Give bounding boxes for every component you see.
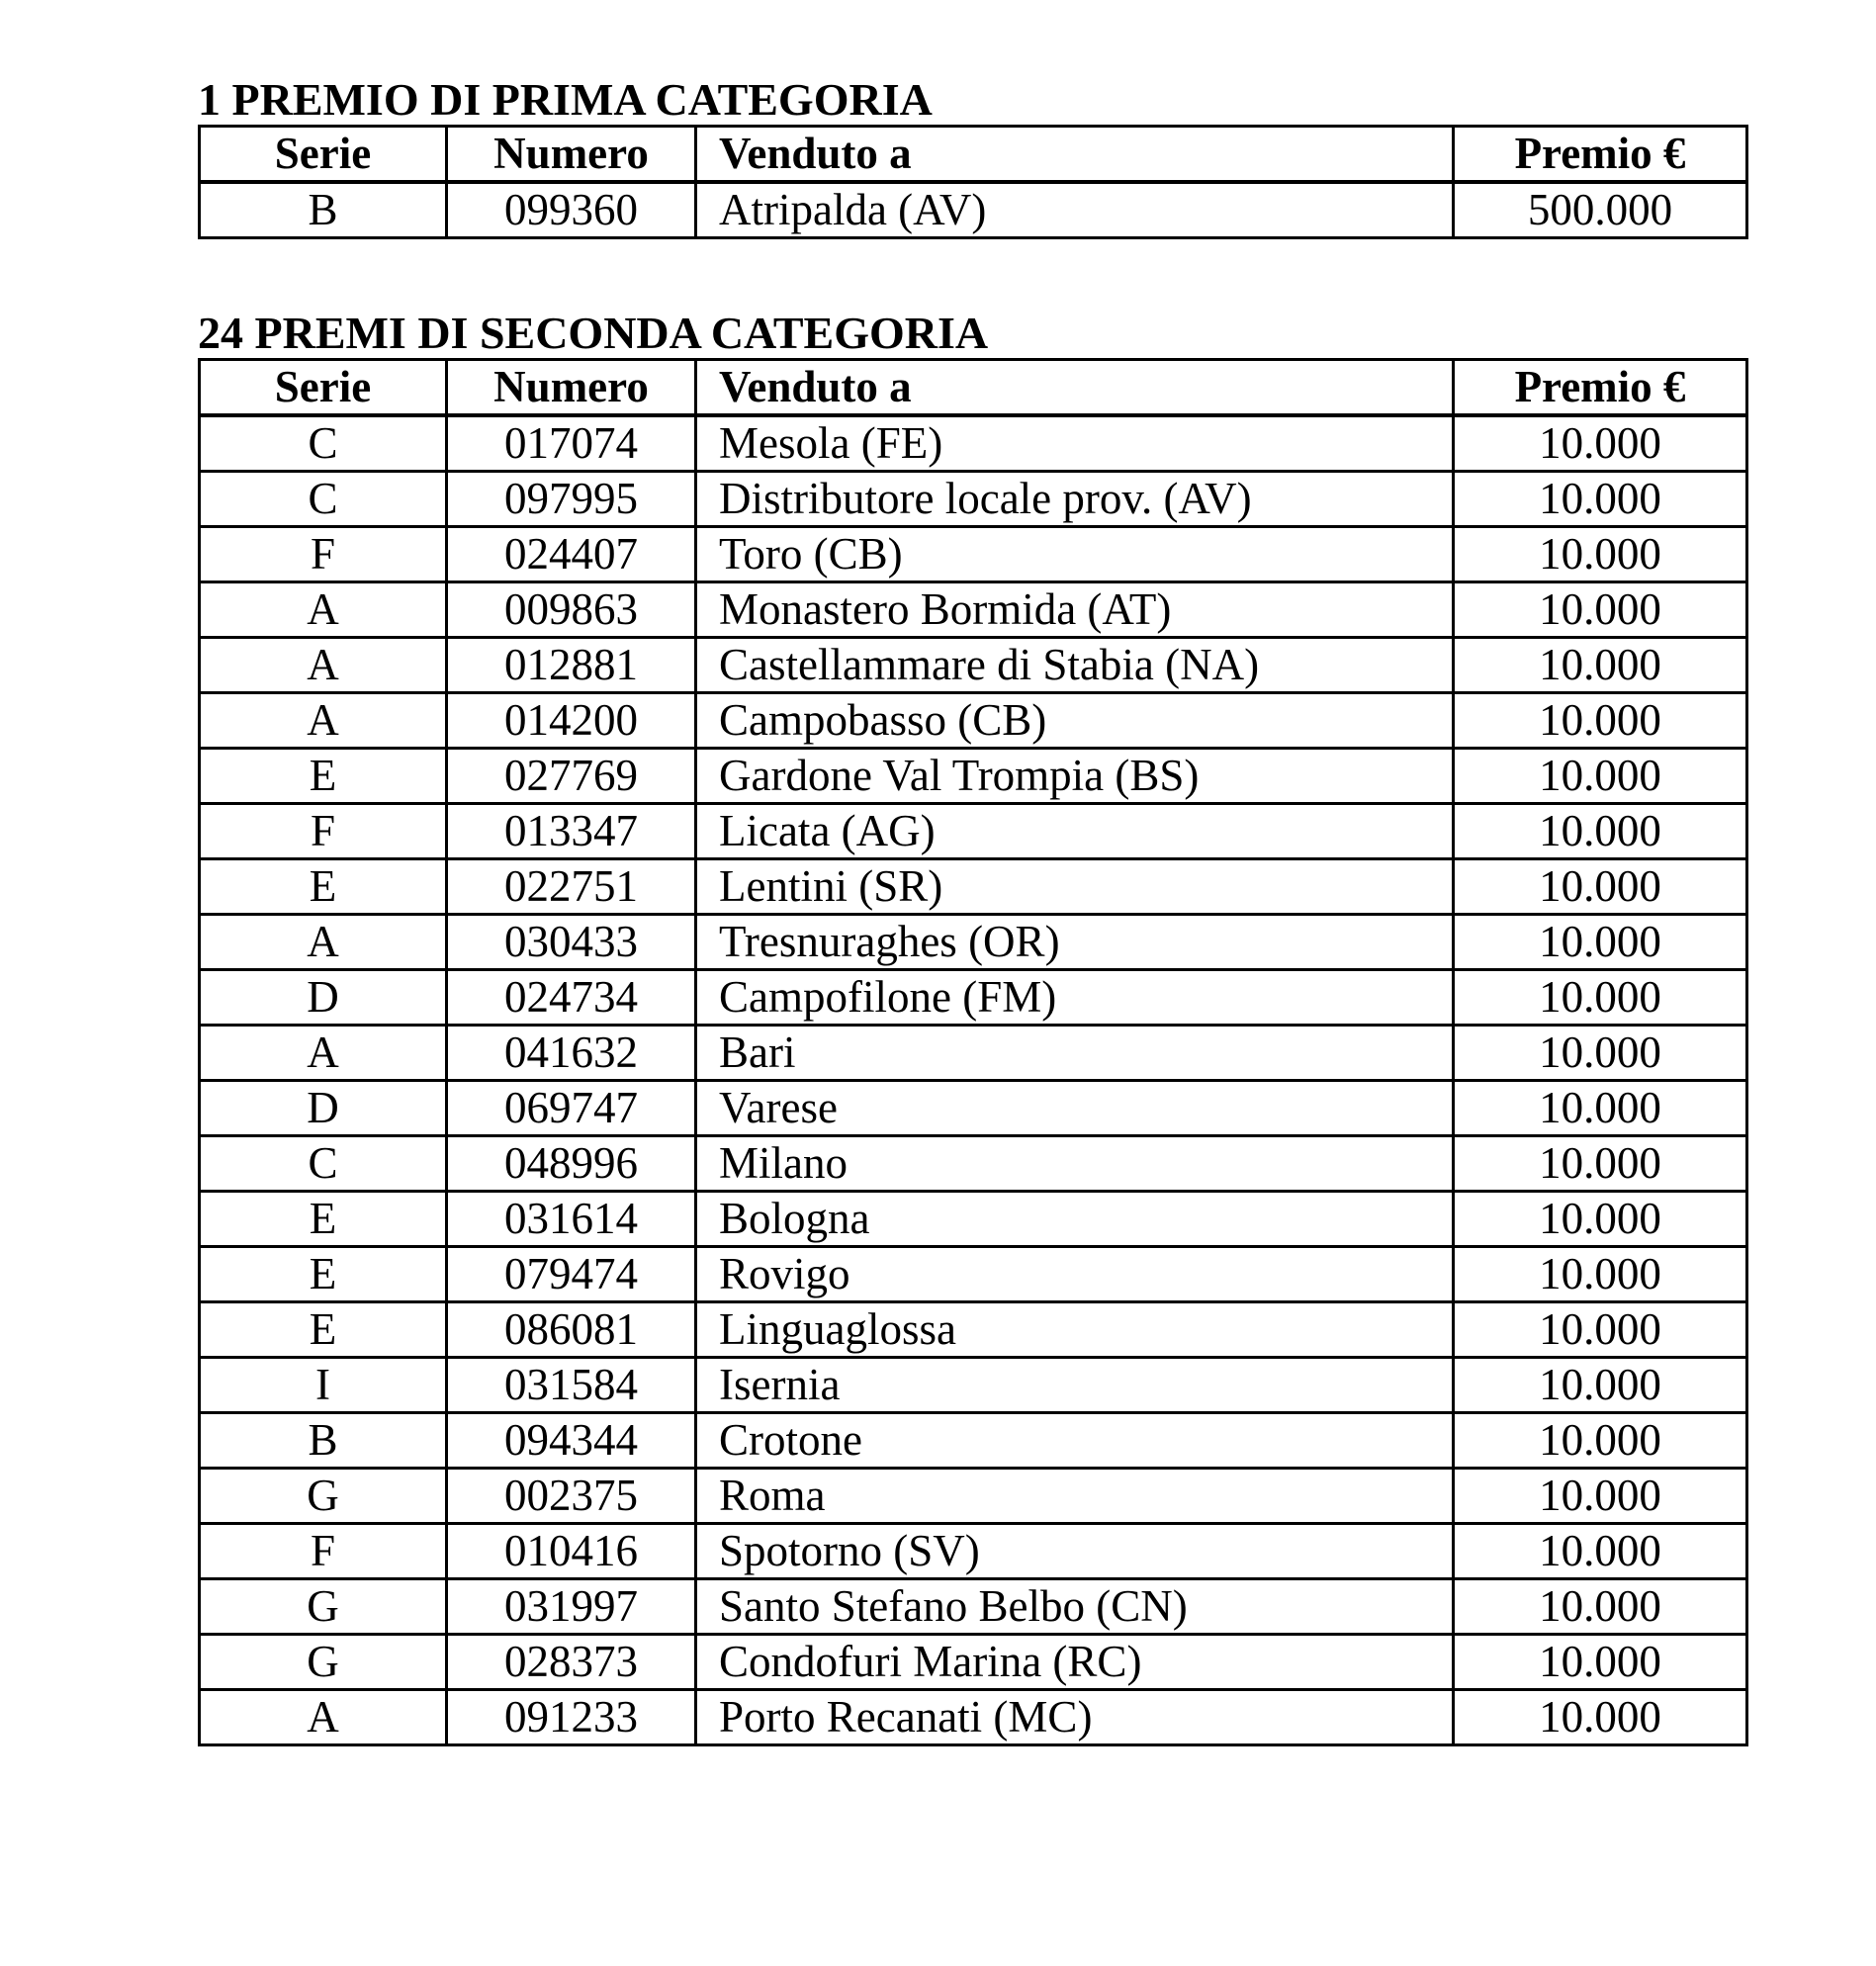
header-serie: Serie [200, 360, 447, 416]
cell-venduto: Bari [696, 1026, 1454, 1081]
cell-venduto: Campofilone (FM) [696, 970, 1454, 1026]
cell-numero: 028373 [447, 1635, 696, 1690]
table-row [200, 582, 1747, 638]
cell-premio: 10.000 [1454, 915, 1747, 970]
cell-venduto: Tresnuraghes (OR) [696, 915, 1454, 970]
cell-venduto: Monastero Bormida (AT) [696, 582, 1454, 638]
cell-venduto: Santo Stefano Belbo (CN) [696, 1579, 1454, 1635]
header-numero: Numero [447, 360, 696, 416]
cell-venduto: Toro (CB) [696, 527, 1454, 582]
prize-table-prima-categoria [198, 125, 1748, 239]
table-row [200, 1413, 1747, 1469]
cell-premio: 10.000 [1454, 1081, 1747, 1136]
cell-premio: 10.000 [1454, 1358, 1747, 1413]
cell-premio: 10.000 [1454, 1690, 1747, 1745]
cell-serie: F [200, 804, 447, 859]
cell-serie: A [200, 693, 447, 749]
cell-serie: E [200, 859, 447, 915]
cell-premio: 10.000 [1454, 749, 1747, 804]
cell-serie: A [200, 582, 447, 638]
cell-premio: 10.000 [1454, 1524, 1747, 1579]
cell-venduto: Campobasso (CB) [696, 693, 1454, 749]
cell-venduto: Rovigo [696, 1247, 1454, 1302]
cell-numero: 069747 [447, 1081, 696, 1136]
table-body [200, 182, 1747, 238]
cell-serie: A [200, 915, 447, 970]
cell-venduto: Distributore locale prov. (AV) [696, 472, 1454, 527]
table-row [200, 804, 1747, 859]
cell-venduto: Isernia [696, 1358, 1454, 1413]
table-row [200, 182, 1747, 238]
cell-serie: E [200, 1247, 447, 1302]
table-row [200, 1136, 1747, 1192]
cell-venduto: Bologna [696, 1192, 1454, 1247]
cell-serie: D [200, 1081, 447, 1136]
cell-venduto: Castellammare di Stabia (NA) [696, 638, 1454, 693]
header-numero: Numero [447, 127, 696, 183]
cell-venduto: Linguaglossa [696, 1302, 1454, 1358]
cell-venduto: Roma [696, 1469, 1454, 1524]
cell-numero: 024734 [447, 970, 696, 1026]
header-venduto: Venduto a [696, 127, 1454, 183]
cell-venduto: Spotorno (SV) [696, 1524, 1454, 1579]
table-header-row [200, 127, 1747, 183]
cell-numero: 002375 [447, 1469, 696, 1524]
cell-premio: 10.000 [1454, 1302, 1747, 1358]
section-title-prima-categoria: 1 PREMIO DI PRIMA CATEGORIA [198, 74, 933, 125]
cell-venduto: Condofuri Marina (RC) [696, 1635, 1454, 1690]
cell-numero: 014200 [447, 693, 696, 749]
prize-table-seconda-categoria [198, 358, 1748, 1746]
header-premio: Premio € [1454, 360, 1747, 416]
cell-premio: 10.000 [1454, 1136, 1747, 1192]
table-row [200, 415, 1747, 472]
header-premio: Premio € [1454, 127, 1747, 183]
section-title-seconda-categoria: 24 PREMI DI SECONDA CATEGORIA [198, 308, 989, 358]
table-row [200, 1690, 1747, 1745]
table-body [200, 415, 1747, 1745]
table-row [200, 1579, 1747, 1635]
table-row [200, 1469, 1747, 1524]
cell-serie: C [200, 472, 447, 527]
cell-premio: 10.000 [1454, 1413, 1747, 1469]
cell-premio: 10.000 [1454, 804, 1747, 859]
table-row [200, 749, 1747, 804]
table-row [200, 1081, 1747, 1136]
cell-numero: 079474 [447, 1247, 696, 1302]
table-header-row [200, 360, 1747, 416]
table-row [200, 472, 1747, 527]
cell-premio: 10.000 [1454, 1192, 1747, 1247]
cell-serie: B [200, 1413, 447, 1469]
cell-numero: 099360 [447, 182, 696, 238]
cell-venduto: Atripalda (AV) [696, 182, 1454, 238]
cell-serie: E [200, 1302, 447, 1358]
cell-serie: C [200, 415, 447, 472]
cell-premio: 10.000 [1454, 415, 1747, 472]
cell-premio: 10.000 [1454, 1469, 1747, 1524]
table-row [200, 527, 1747, 582]
table-row [200, 1302, 1747, 1358]
header-venduto: Venduto a [696, 360, 1454, 416]
cell-premio: 10.000 [1454, 859, 1747, 915]
table-row [200, 1635, 1747, 1690]
table-row [200, 638, 1747, 693]
table-row [200, 970, 1747, 1026]
cell-premio: 500.000 [1454, 182, 1747, 238]
cell-numero: 030433 [447, 915, 696, 970]
cell-serie: E [200, 1192, 447, 1247]
cell-venduto: Mesola (FE) [696, 415, 1454, 472]
cell-premio: 10.000 [1454, 1026, 1747, 1081]
cell-premio: 10.000 [1454, 472, 1747, 527]
cell-serie: G [200, 1635, 447, 1690]
cell-serie: B [200, 182, 447, 238]
cell-numero: 086081 [447, 1302, 696, 1358]
cell-numero: 048996 [447, 1136, 696, 1192]
table-row [200, 1192, 1747, 1247]
cell-venduto: Varese [696, 1081, 1454, 1136]
cell-numero: 041632 [447, 1026, 696, 1081]
cell-serie: C [200, 1136, 447, 1192]
table-row [200, 859, 1747, 915]
cell-venduto: Milano [696, 1136, 1454, 1192]
cell-numero: 010416 [447, 1524, 696, 1579]
cell-venduto: Lentini (SR) [696, 859, 1454, 915]
cell-serie: A [200, 1690, 447, 1745]
cell-serie: I [200, 1358, 447, 1413]
table-row [200, 1247, 1747, 1302]
table-row [200, 915, 1747, 970]
cell-numero: 031614 [447, 1192, 696, 1247]
cell-venduto: Porto Recanati (MC) [696, 1690, 1454, 1745]
header-serie: Serie [200, 127, 447, 183]
table-row [200, 693, 1747, 749]
cell-numero: 009863 [447, 582, 696, 638]
cell-numero: 094344 [447, 1413, 696, 1469]
table-row [200, 1026, 1747, 1081]
cell-premio: 10.000 [1454, 1579, 1747, 1635]
cell-serie: G [200, 1579, 447, 1635]
cell-serie: F [200, 527, 447, 582]
table-row [200, 1524, 1747, 1579]
cell-premio: 10.000 [1454, 638, 1747, 693]
cell-serie: D [200, 970, 447, 1026]
cell-serie: A [200, 1026, 447, 1081]
cell-serie: F [200, 1524, 447, 1579]
cell-numero: 031997 [447, 1579, 696, 1635]
cell-numero: 027769 [447, 749, 696, 804]
cell-numero: 031584 [447, 1358, 696, 1413]
cell-numero: 022751 [447, 859, 696, 915]
cell-serie: G [200, 1469, 447, 1524]
cell-venduto: Crotone [696, 1413, 1454, 1469]
cell-numero: 013347 [447, 804, 696, 859]
cell-serie: E [200, 749, 447, 804]
cell-numero: 097995 [447, 472, 696, 527]
cell-premio: 10.000 [1454, 970, 1747, 1026]
cell-numero: 017074 [447, 415, 696, 472]
cell-premio: 10.000 [1454, 1247, 1747, 1302]
cell-serie: A [200, 638, 447, 693]
cell-venduto: Licata (AG) [696, 804, 1454, 859]
cell-premio: 10.000 [1454, 582, 1747, 638]
cell-premio: 10.000 [1454, 527, 1747, 582]
cell-premio: 10.000 [1454, 1635, 1747, 1690]
cell-venduto: Gardone Val Trompia (BS) [696, 749, 1454, 804]
cell-premio: 10.000 [1454, 693, 1747, 749]
cell-numero: 091233 [447, 1690, 696, 1745]
cell-numero: 024407 [447, 527, 696, 582]
table-row [200, 1358, 1747, 1413]
cell-numero: 012881 [447, 638, 696, 693]
